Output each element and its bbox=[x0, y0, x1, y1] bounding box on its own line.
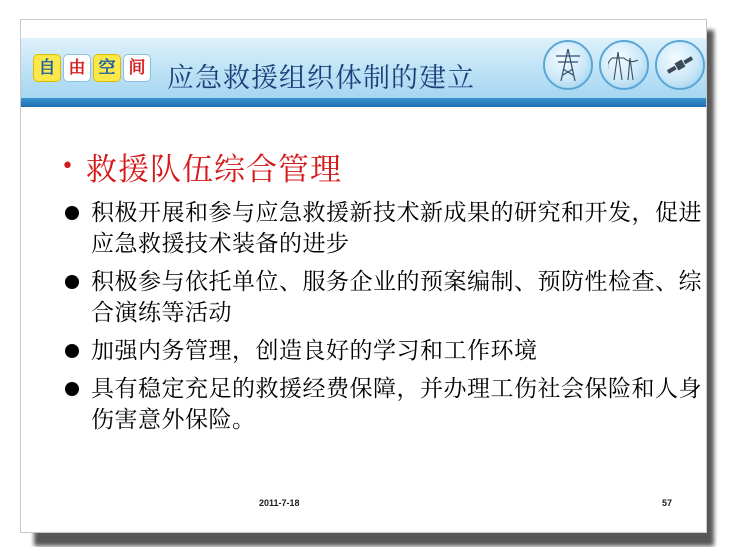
page-number: 57 bbox=[662, 498, 673, 508]
bullet-dot-icon bbox=[65, 206, 79, 220]
bullet-text: 积极参与依托单位、服务企业的预案编制、预防性检查、综合演练等活动 bbox=[91, 269, 702, 326]
footer-date: 2011-7-18 bbox=[259, 498, 300, 508]
heading-text: 救援队伍综合管理 bbox=[85, 152, 342, 188]
logo bbox=[33, 54, 151, 82]
logo-char: 空 bbox=[93, 54, 121, 82]
slide bbox=[20, 19, 707, 533]
satellite-icon bbox=[655, 40, 705, 90]
bullet-list bbox=[63, 198, 703, 443]
bullet-text: 加强内务管理，创造良好的学习和工作环境 bbox=[91, 338, 538, 364]
bullet-dot-icon bbox=[65, 382, 79, 396]
bullet-text: 积极开展和参与应急救援新技术新成果的研究和开发，促进应急救援技术装备的进步 bbox=[91, 200, 702, 257]
heading-bullet: • bbox=[61, 153, 74, 179]
title-band-underline bbox=[21, 98, 706, 107]
bullet-text: 具有稳定充足的救援经费保障，并办理工伤社会保险和人身伤害意外保险。 bbox=[91, 376, 702, 433]
bullet-item bbox=[63, 198, 703, 260]
power-lines-icon bbox=[599, 40, 649, 90]
bullet-item bbox=[63, 267, 703, 329]
bullet-item bbox=[63, 336, 703, 367]
logo-char: 自 bbox=[33, 54, 61, 82]
slide-title: 应急救援组织体制的建立 bbox=[167, 63, 475, 94]
logo-char: 由 bbox=[63, 54, 91, 82]
bullet-dot-icon bbox=[65, 344, 79, 358]
section-heading bbox=[61, 144, 342, 189]
power-tower-icon bbox=[543, 40, 593, 90]
header-image-group bbox=[543, 40, 705, 90]
bullet-dot-icon bbox=[65, 275, 79, 289]
logo-char: 间 bbox=[123, 54, 151, 82]
bullet-item bbox=[63, 374, 703, 436]
